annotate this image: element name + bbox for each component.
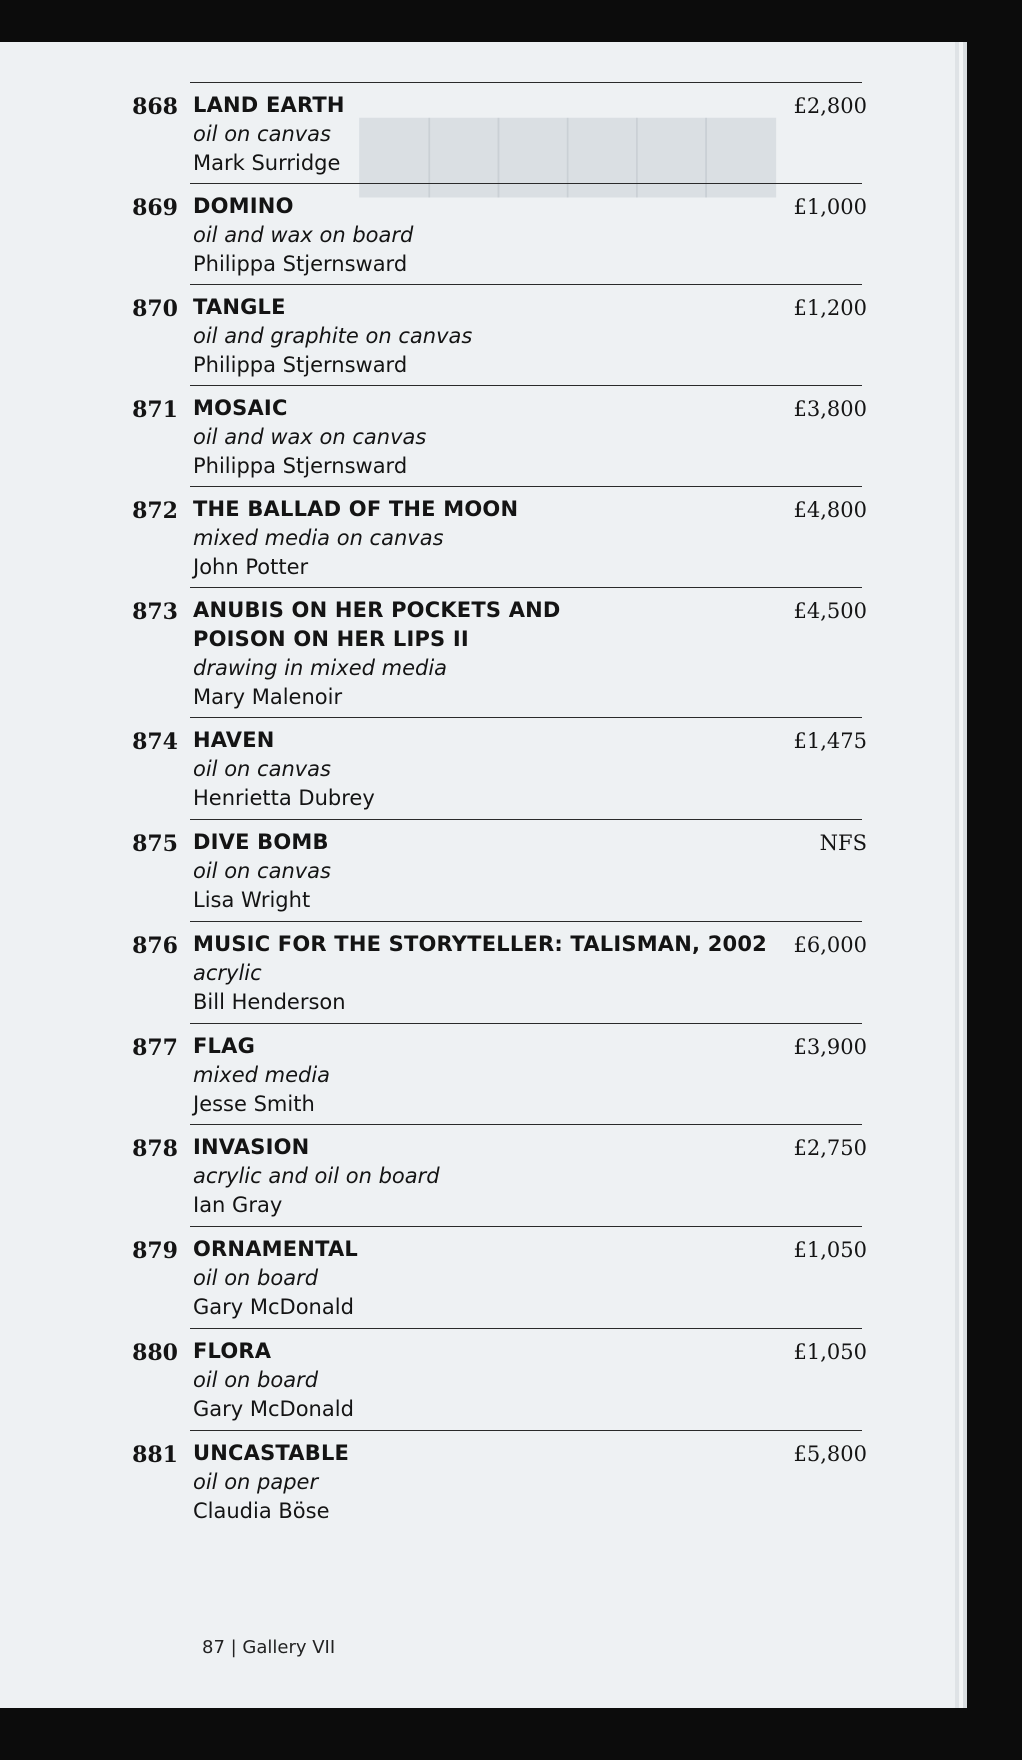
entry-artist: Lisa Wright: [193, 888, 311, 912]
entry-medium: oil and wax on board: [193, 223, 414, 247]
entry-medium: acrylic: [193, 961, 262, 985]
entry-price: £4,800: [793, 498, 867, 522]
entry-medium: oil on board: [193, 1266, 319, 1290]
entry-medium: oil on canvas: [193, 859, 331, 883]
entry-medium: drawing in mixed media: [193, 656, 448, 680]
entry-artist: Claudia Böse: [193, 1499, 330, 1523]
entry-artist: Mary Malenoir: [193, 685, 343, 709]
entry-artist: Bill Henderson: [193, 990, 346, 1014]
entry-number: 868: [132, 94, 178, 120]
entry-title: ANUBIS ON HER POCKETS AND: [193, 598, 561, 622]
entry-medium: mixed media on canvas: [193, 526, 444, 550]
entry-medium: oil and graphite on canvas: [193, 324, 473, 348]
entry-medium: oil on canvas: [193, 122, 331, 146]
entry-divider: [190, 183, 862, 184]
entry-price: NFS: [819, 831, 867, 855]
entry-price: £1,200: [793, 296, 867, 320]
entry-details: [193, 596, 793, 712]
entry-medium: oil on paper: [193, 1470, 319, 1494]
entry-number: 870: [132, 296, 178, 322]
entry-medium: mixed media: [193, 1063, 331, 1087]
entry-price: £2,750: [793, 1136, 867, 1160]
entry-divider: [190, 1023, 862, 1024]
entry-title: HAVEN: [193, 728, 275, 752]
entry-artist: Gary McDonald: [193, 1295, 354, 1319]
entry-title: THE BALLAD OF THE MOON: [193, 497, 519, 521]
entry-details: [193, 1032, 793, 1119]
entry-details: [193, 394, 793, 481]
entry-title: UNCASTABLE: [193, 1441, 350, 1465]
entry-details: [193, 1337, 793, 1424]
entry-details: [193, 293, 793, 380]
entry-artist: Ian Gray: [193, 1193, 283, 1217]
show-through-heading: ▆▆▆▆▆▆: [360, 95, 776, 195]
entry-title: FLAG: [193, 1034, 256, 1058]
entry-divider: [190, 1328, 862, 1329]
entry-medium: oil and wax on canvas: [193, 425, 427, 449]
entry-divider: [190, 819, 862, 820]
entry-price: £1,050: [793, 1340, 867, 1364]
entry-details: [193, 1439, 793, 1526]
entry-divider: [190, 486, 862, 487]
catalogue-page: [0, 42, 955, 1708]
entry-price: £3,800: [793, 397, 867, 421]
entry-medium: acrylic and oil on board: [193, 1164, 440, 1188]
entry-title: INVASION: [193, 1135, 310, 1159]
entry-divider: [190, 1124, 862, 1125]
entry-price: £5,800: [793, 1442, 867, 1466]
entry-title: DIVE BOMB: [193, 830, 329, 854]
entry-divider: [190, 385, 862, 386]
entry-artist: Philippa Stjernsward: [193, 252, 408, 276]
entry-details: [193, 91, 793, 178]
entry-divider: [190, 1430, 862, 1431]
entry-divider: [190, 717, 862, 718]
entry-price: £4,500: [793, 599, 867, 623]
entry-number: 874: [132, 729, 178, 755]
entry-artist: Gary McDonald: [193, 1397, 354, 1421]
entry-number: 881: [132, 1442, 178, 1468]
entry-medium: oil on canvas: [193, 757, 331, 781]
entry-price: £1,475: [793, 729, 867, 753]
entry-artist: Henrietta Dubrey: [193, 786, 375, 810]
entry-number: 875: [132, 831, 178, 857]
entry-artist: Jesse Smith: [193, 1092, 315, 1116]
entry-title: ORNAMENTAL: [193, 1237, 358, 1261]
entry-divider: [190, 284, 862, 285]
entry-number: 872: [132, 498, 178, 524]
entry-number: 880: [132, 1340, 178, 1366]
entry-title: LAND EARTH: [193, 93, 345, 117]
entry-price: £2,800: [793, 94, 867, 118]
entry-price: £3,900: [793, 1035, 867, 1059]
entry-details: [193, 828, 793, 915]
entry-price: £1,050: [793, 1238, 867, 1262]
entry-title: TANGLE: [193, 295, 286, 319]
entry-price: £1,000: [793, 195, 867, 219]
entry-title-line-2: POISON ON HER LIPS II: [193, 627, 469, 651]
entry-number: 876: [132, 933, 178, 959]
entry-divider: [190, 1226, 862, 1227]
entry-divider: [190, 587, 862, 588]
entry-artist: John Potter: [193, 555, 309, 579]
entry-number: 879: [132, 1238, 178, 1264]
entry-details: [193, 1133, 793, 1220]
entry-artist: Philippa Stjernsward: [193, 454, 408, 478]
entry-details: [193, 930, 793, 1017]
entry-details: [193, 1235, 793, 1322]
entry-artist: Philippa Stjernsward: [193, 353, 408, 377]
entry-divider: [190, 921, 862, 922]
entry-artist: Mark Surridge: [193, 151, 341, 175]
entry-title: DOMINO: [193, 194, 294, 218]
entry-details: [193, 495, 793, 582]
entry-number: 878: [132, 1136, 178, 1162]
entry-divider: [190, 82, 862, 83]
entry-price: £6,000: [793, 933, 867, 957]
entry-number: 869: [132, 195, 178, 221]
entry-details: [193, 726, 793, 813]
entry-title: FLORA: [193, 1339, 272, 1363]
entry-number: 877: [132, 1035, 178, 1061]
entry-medium: oil on board: [193, 1368, 319, 1392]
page-footer: 87 | Gallery VII: [202, 1637, 336, 1658]
entry-number: 871: [132, 397, 178, 423]
entry-number: 873: [132, 599, 178, 625]
entry-details: [193, 192, 793, 279]
entry-title: MUSIC FOR THE STORYTELLER: TALISMAN, 2002: [193, 932, 767, 956]
entry-title: MOSAIC: [193, 396, 288, 420]
